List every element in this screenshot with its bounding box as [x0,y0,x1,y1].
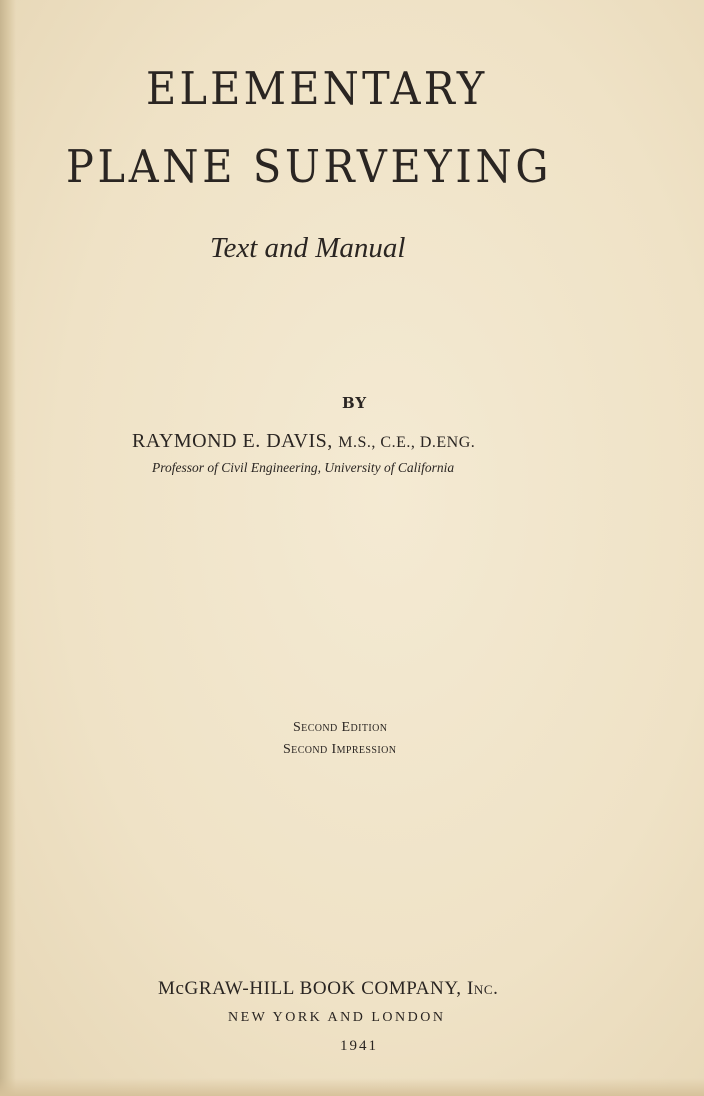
publisher-line [158,978,499,1000]
edition-label: Second Edition [293,720,388,735]
book-title-line-1: ELEMENTARY [146,62,488,115]
page-bottom-edge [0,1078,704,1096]
book-title-line-2: PLANE SURVEYING [66,140,553,193]
author-affiliation: Professor of Civil Engineering, University of California [152,460,455,475]
publisher-name: McGRAW-HILL BOOK COMPANY, [158,978,462,999]
author-line [132,430,475,453]
book-subtitle: Text and Manual [210,232,406,264]
publisher-places: NEW YORK AND LONDON [228,1010,446,1025]
publication-year: 1941 [340,1038,378,1054]
author-credentials: M.S., C.E., D.ENG. [338,434,476,451]
publisher-suffix: Inc. [466,978,499,999]
by-label: BY [342,394,368,412]
book-spine-shadow [0,0,16,1096]
impression-label: Second Impression [283,742,397,757]
author-name: RAYMOND E. DAVIS, [132,430,333,452]
